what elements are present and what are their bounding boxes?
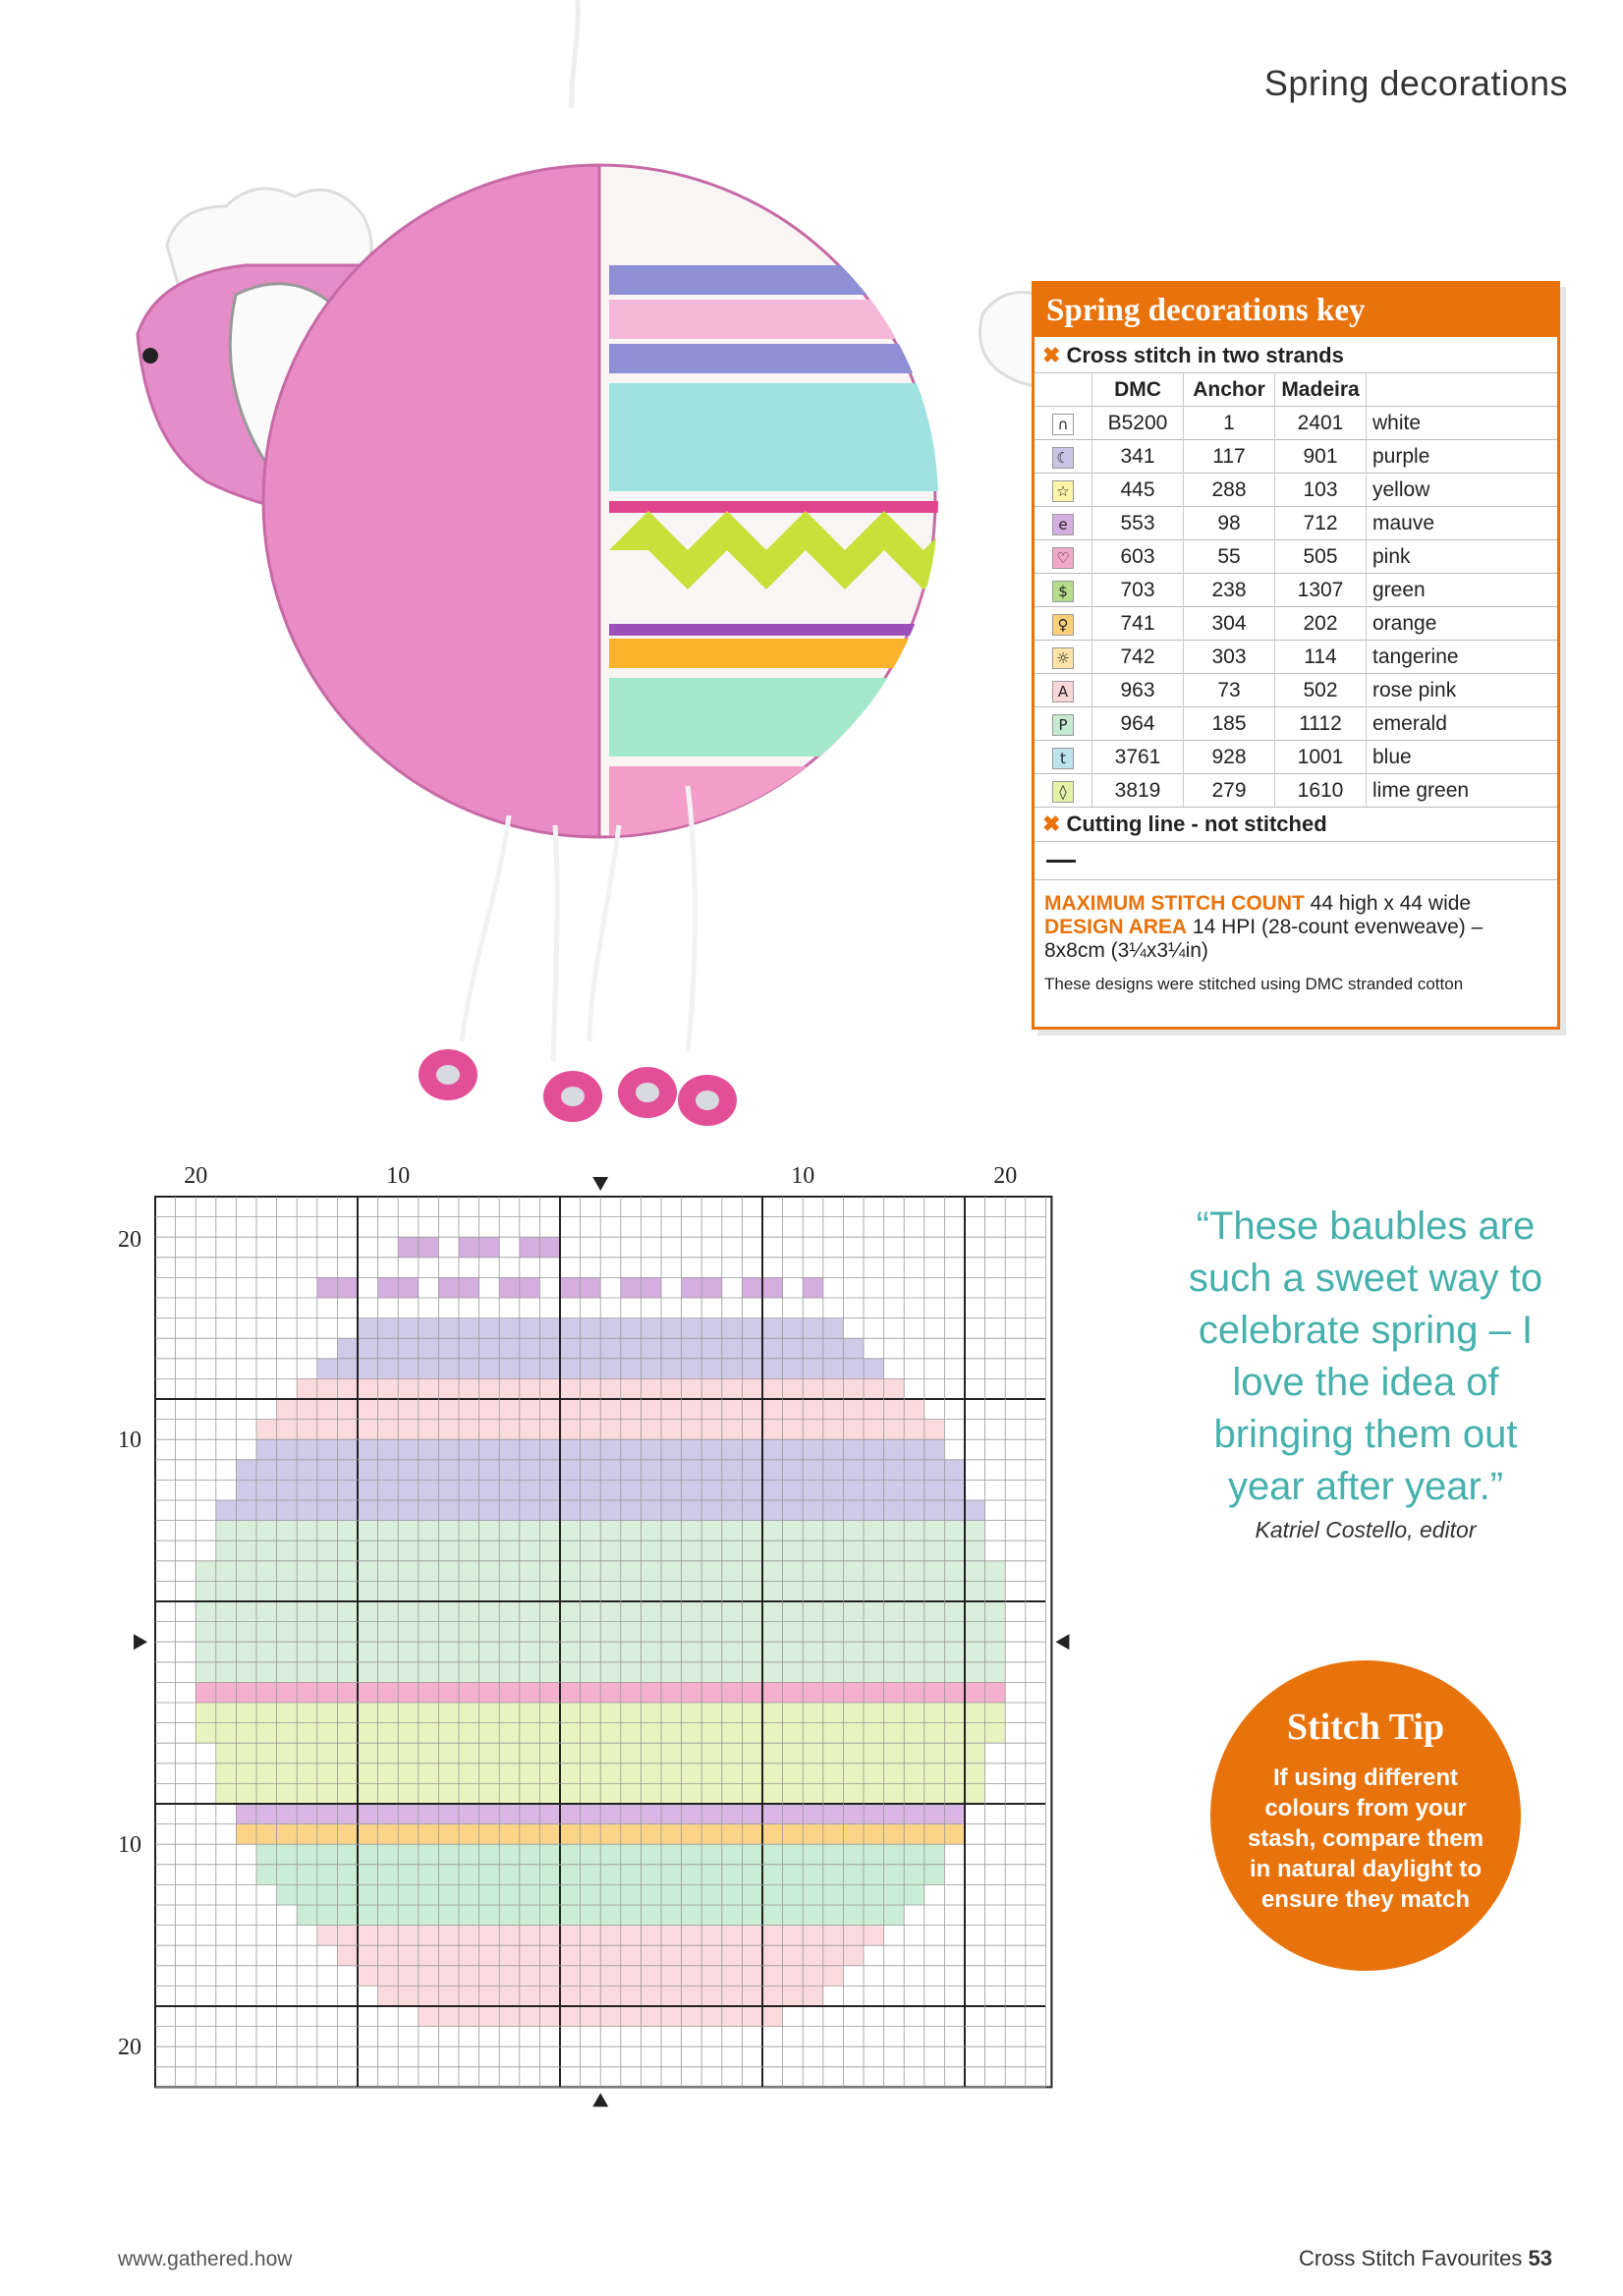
symbol-swatch: P <box>1035 707 1092 741</box>
anchor-code: 288 <box>1184 474 1275 507</box>
key-row <box>1035 540 1557 574</box>
cross-icon: ✖ <box>1042 812 1061 836</box>
dmc-code: 603 <box>1092 540 1184 574</box>
max-stitch-value: 44 high x 44 wide <box>1310 892 1472 915</box>
chart-top-label: 20 <box>184 1163 208 1189</box>
sym-header <box>1035 373 1092 407</box>
anchor-code: 117 <box>1184 440 1275 474</box>
max-stitch-label: MAXIMUM STITCH COUNT <box>1044 892 1305 915</box>
color-name: rose pink <box>1367 674 1558 707</box>
dmc-code: 741 <box>1092 607 1184 641</box>
madeira-code: 2401 <box>1275 407 1367 440</box>
key-row <box>1035 440 1557 474</box>
anchor-code: 98 <box>1184 507 1275 540</box>
key-row <box>1035 641 1557 674</box>
section-header: Spring decorations <box>1263 63 1568 103</box>
dmc-code: 445 <box>1092 474 1184 507</box>
key-row <box>1035 607 1557 641</box>
key-info <box>1035 880 1557 996</box>
color-name: pink <box>1367 540 1558 574</box>
key-subtitle <box>1035 337 1557 372</box>
key-row <box>1035 574 1557 607</box>
symbol-swatch: ☆ <box>1035 474 1092 507</box>
page-number: 53 <box>1528 2246 1552 2270</box>
stitch-tip-badge <box>1210 1660 1521 1971</box>
tip-title: Stitch Tip <box>1286 1707 1445 1748</box>
dmc-code: 963 <box>1092 674 1184 707</box>
dmc-code: 3819 <box>1092 774 1184 808</box>
anchor-code: 238 <box>1184 574 1275 607</box>
madeira-code: 1610 <box>1275 774 1367 808</box>
anchor-code: 303 <box>1184 641 1275 674</box>
dmc-code: 341 <box>1092 440 1184 474</box>
madeira-code: 202 <box>1275 607 1367 641</box>
madeira-code: 505 <box>1275 540 1367 574</box>
symbol-swatch: ☼ <box>1035 641 1092 674</box>
madeira-code: 1307 <box>1275 574 1367 607</box>
key-title: Spring decorations key <box>1035 284 1557 337</box>
color-name: orange <box>1367 607 1558 641</box>
anchor-header: Anchor <box>1184 373 1275 407</box>
chart-left-label: 10 <box>118 1832 141 1859</box>
dmc-code: 703 <box>1092 574 1184 607</box>
color-name: lime green <box>1367 774 1558 808</box>
madeira-code: 712 <box>1275 507 1367 540</box>
design-area-label: DESIGN AREA <box>1044 916 1188 938</box>
symbol-swatch: ◊ <box>1035 774 1092 808</box>
chart-top-label: 20 <box>993 1163 1018 1189</box>
key-row <box>1035 774 1557 808</box>
anchor-code: 279 <box>1184 774 1275 808</box>
color-name: tangerine <box>1367 641 1558 674</box>
anchor-code: 928 <box>1184 741 1275 774</box>
cross-stitch-chart <box>116 1159 1116 2157</box>
footer-page <box>1299 2246 1552 2271</box>
key-row <box>1035 507 1557 540</box>
symbol-swatch: ♀ <box>1035 607 1092 641</box>
dmc-header: DMC <box>1092 373 1184 407</box>
symbol-swatch: $ <box>1035 574 1092 607</box>
name-header <box>1367 373 1558 407</box>
color-name: blue <box>1367 741 1558 774</box>
anchor-code: 73 <box>1184 674 1275 707</box>
madeira-code: 502 <box>1275 674 1367 707</box>
anchor-code: 55 <box>1184 540 1275 574</box>
key-row <box>1035 741 1557 774</box>
footer-url[interactable]: www.gathered.how <box>118 2248 293 2270</box>
color-key-panel <box>1032 281 1560 1030</box>
chart-left-label: 10 <box>118 1428 141 1454</box>
key-header-row <box>1035 373 1557 407</box>
dmc-code: 742 <box>1092 641 1184 674</box>
editor-quote: “These baubles are such a sweet way to celebrate spring – I love the idea of bringing them out year after year.” <box>1188 1204 1543 1508</box>
chart-left-label: 20 <box>118 1227 141 1254</box>
color-name: yellow <box>1367 474 1558 507</box>
key-subtitle-text: Cross stitch in two strands <box>1066 343 1344 367</box>
symbol-swatch: ☾ <box>1035 440 1092 474</box>
design-area-value: 14 HPI (28-count evenweave) – 8x8cm (3¼x3¼in) <box>1044 916 1483 962</box>
tip-body: If using different colours from your stash, compare them in natural daylight to ensure they match <box>1247 1764 1484 1913</box>
chart-left-label: 20 <box>118 2035 141 2061</box>
color-name: white <box>1367 407 1558 440</box>
color-name: emerald <box>1367 707 1558 741</box>
madeira-header: Madeira <box>1275 373 1367 407</box>
madeira-code: 901 <box>1275 440 1367 474</box>
dmc-code: B5200 <box>1092 407 1184 440</box>
key-row <box>1035 407 1557 440</box>
symbol-swatch: A <box>1035 674 1092 707</box>
key-note: These designs were stitched using DMC stranded cotton <box>1044 975 1464 993</box>
madeira-code: 1112 <box>1275 707 1367 741</box>
anchor-code: 304 <box>1184 607 1275 641</box>
symbol-swatch: t <box>1035 741 1092 774</box>
cutting-line-label <box>1035 807 1557 841</box>
symbol-swatch: e <box>1035 507 1092 540</box>
cutting-text: Cutting line - not stitched <box>1066 812 1327 836</box>
madeira-code: 114 <box>1275 641 1367 674</box>
symbol-swatch: ∩ <box>1035 407 1092 440</box>
anchor-code: 1 <box>1184 407 1275 440</box>
magazine-name: Cross Stitch Favourites <box>1298 2246 1523 2270</box>
key-row <box>1035 707 1557 741</box>
symbol-swatch: ♡ <box>1035 540 1092 574</box>
dmc-code: 3761 <box>1092 741 1184 774</box>
madeira-code: 1001 <box>1275 741 1367 774</box>
key-row <box>1035 474 1557 507</box>
madeira-code: 103 <box>1275 474 1367 507</box>
dmc-code: 964 <box>1092 707 1184 741</box>
key-table <box>1035 372 1557 807</box>
key-row <box>1035 674 1557 707</box>
chart-top-label: 10 <box>386 1163 411 1189</box>
color-name: mauve <box>1367 507 1558 540</box>
quote-citation: Katriel Costello, editor <box>1255 1517 1477 1542</box>
chart-top-label: 10 <box>791 1163 815 1189</box>
cross-icon: ✖ <box>1042 343 1061 367</box>
color-name: purple <box>1367 440 1558 474</box>
color-name: green <box>1367 574 1558 607</box>
dmc-code: 553 <box>1092 507 1184 540</box>
anchor-code: 185 <box>1184 707 1275 741</box>
cutting-line-sample <box>1035 841 1557 880</box>
